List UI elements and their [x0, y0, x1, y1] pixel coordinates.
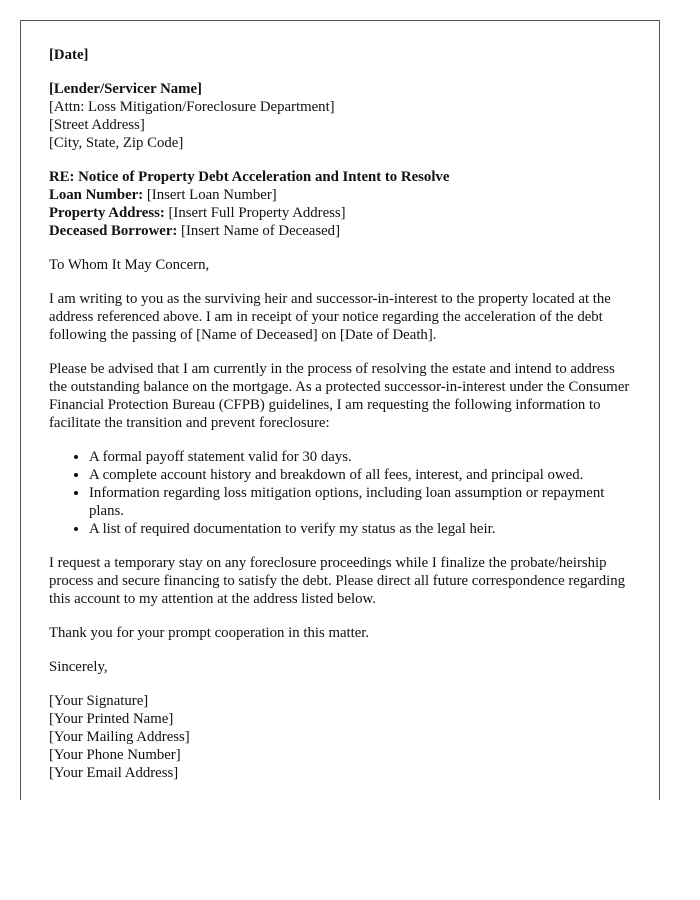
- signature-block: [49, 692, 631, 782]
- email-address: [Your Email Address]: [49, 765, 179, 781]
- list-item: • Information regarding loss mitigation options, including loan assumption or repayment plans.: [89, 484, 631, 520]
- request-list: [49, 448, 631, 538]
- re-subject: RE: Notice of Property Debt Acceleration and Intent to Resolve: [49, 169, 450, 185]
- reference-block: [49, 168, 631, 240]
- recipient-city: [City, State, Zip Code]: [49, 135, 184, 151]
- letter-date: [Date]: [49, 47, 89, 63]
- recipient-street: [Street Address]: [49, 117, 145, 133]
- recipient-name: [Lender/Servicer Name]: [49, 81, 202, 97]
- signature-placeholder: [Your Signature]: [49, 693, 149, 709]
- list-item: • A complete account history and breakdown of all fees, interest, and principal owed.: [89, 466, 631, 484]
- recipient-block: [49, 80, 631, 152]
- salutation: To Whom It May Concern,: [49, 257, 210, 273]
- mailing-address: [Your Mailing Address]: [49, 729, 190, 745]
- letter-page: [20, 20, 660, 800]
- recipient-attn: [Attn: Loss Mitigation/Foreclosure Department]: [49, 99, 335, 115]
- list-item: • A formal payoff statement valid for 30 days.: [89, 448, 631, 466]
- phone-number: [Your Phone Number]: [49, 747, 181, 763]
- paragraph-thanks: Thank you for your prompt cooperation in this matter.: [49, 625, 370, 641]
- printed-name: [Your Printed Name]: [49, 711, 174, 727]
- loan-number-line: Loan Number: [Insert Loan Number]: [49, 187, 277, 203]
- property-address-line: Property Address: [Insert Full Property Address]: [49, 205, 346, 221]
- paragraph-intro: I am writing to you as the surviving heir and successor-in-interest to the property located at the address referenced above. I am in receipt of your notice regarding the acceleration of the debt following the passing of [Name of Deceased] on [Date of Death].: [49, 291, 611, 343]
- paragraph-request: Please be advised that I am currently in the process of resolving the estate and intend to address the outstanding balance on the mortgage. As a protected successor-in-interest under the Consumer Financial Protection Bureau (CFPB) guidelines, I am requesting the following information to facilitate the transition and prevent foreclosure:: [49, 361, 630, 431]
- list-item: • A list of required documentation to verify my status as the legal heir.: [89, 520, 631, 538]
- closing: Sincerely,: [49, 659, 108, 675]
- paragraph-stay-request: I request a temporary stay on any foreclosure proceedings while I finalize the probate/heirship process and secure financing to satisfy the debt. Please direct all future correspondence regarding this account to my attention at the address listed below.: [49, 555, 626, 607]
- deceased-borrower-line: Deceased Borrower: [Insert Name of Deceased]: [49, 223, 341, 239]
